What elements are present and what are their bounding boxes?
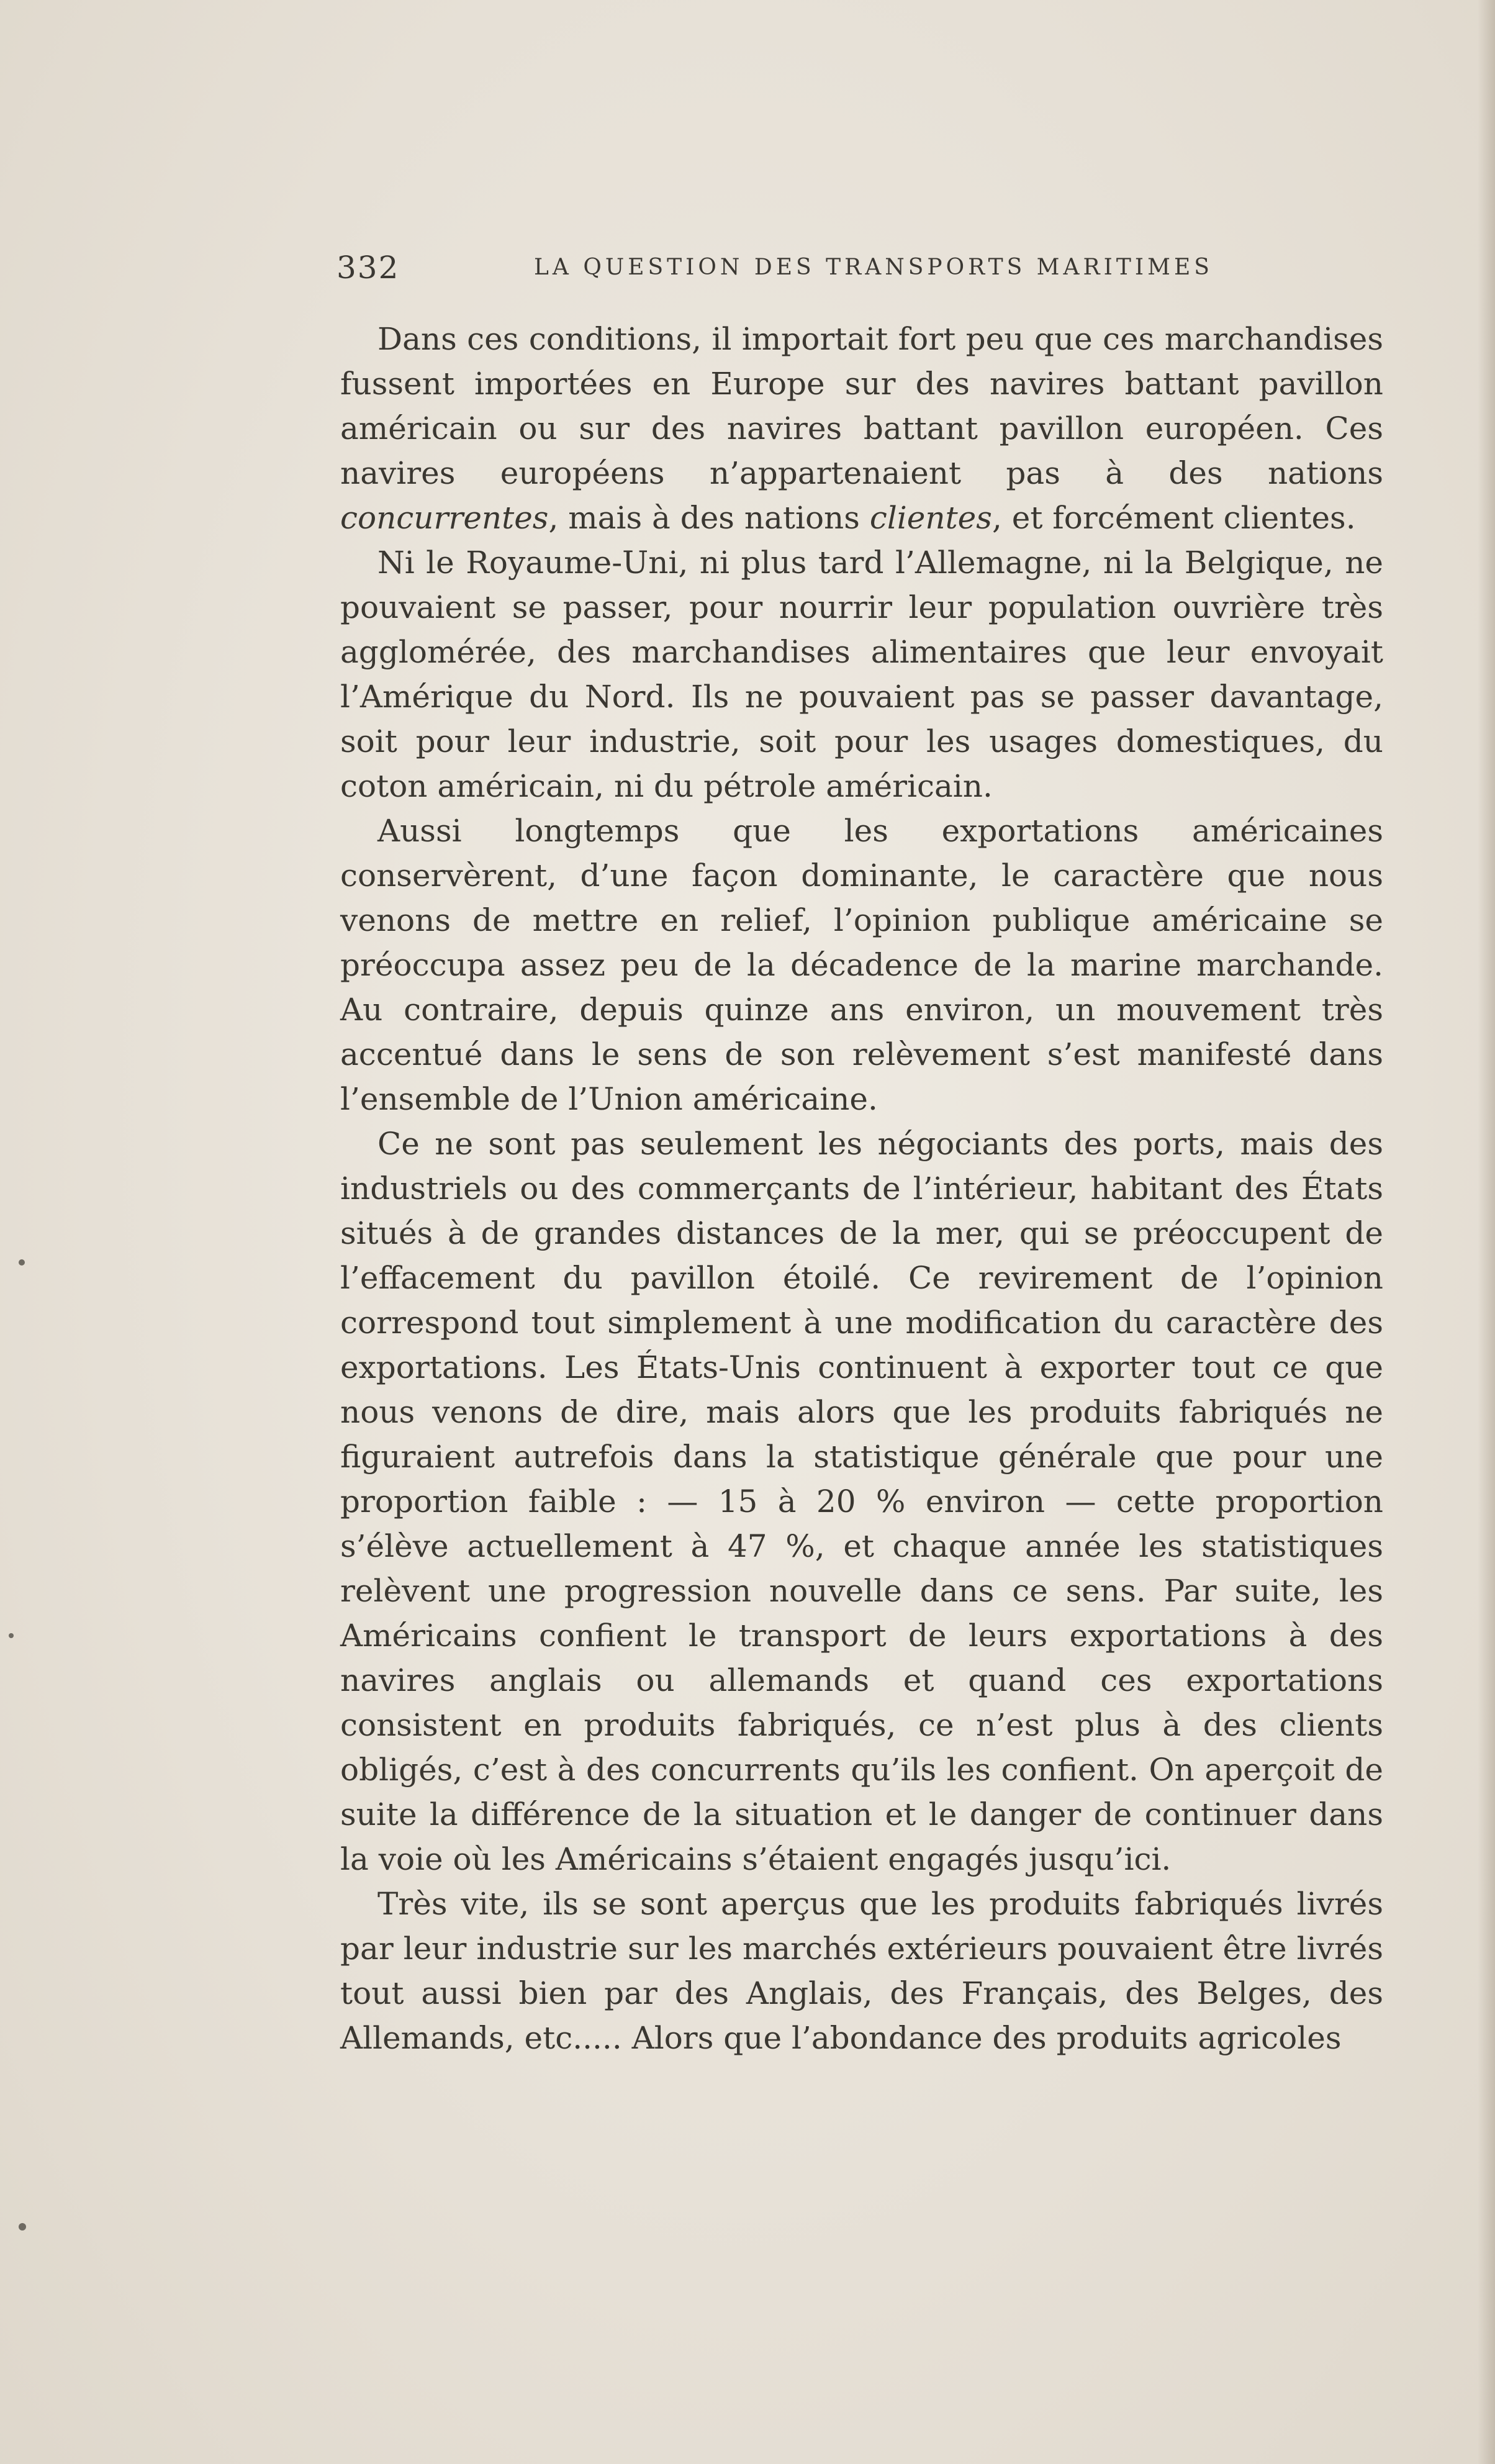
page-edge-shadow bbox=[1478, 0, 1495, 2464]
text-run: , et forcément clientes. bbox=[991, 500, 1356, 536]
body-text bbox=[340, 317, 1383, 2060]
text-run: Ce ne sont pas seulement les négociants des ports, mais des industriels ou des commerçants de l’intérieur, habitant des États situés à de grandes distances de la mer, qui se préoccupent de l’effacement du pavillon étoilé. Ce revirement de l’opinion correspond tout simplement à une modification du caractère des exportations. Les États-Unis continuent à exporter tout ce que nous venons de dire, mais alors que les produits fabriqués ne figuraient autrefois dans la statistique générale que pour une proportion faible : — 15 à 20 % environ — cette proportion s’élève actuellement à 47 %, et chaque année les statistiques relèvent une progression nouvelle dans ce sens. Par suite, les Américains confient le transport de leurs exportations à des navires anglais ou allemands et quand ces exportations consistent en produits fabriqués, ce n’est plus à des clients obligés, c’est à des concurrents qu’ils les confient. On aperçoit de suite la différence de la situation et le danger de continuer dans la voie où les Américains s’étaient engagés jusqu’ici. bbox=[340, 1126, 1383, 1877]
text-run: Ni le Royaume-Uni, ni plus tard l’Allemagne, ni la Belgique, ne pouvaient se passer, pour nourrir leur population ouvrière très agglomérée, des marchandises alimentaires que leur envoyait l’Amérique du Nord. Ils ne pouvaient pas se passer davantage, soit pour leur industrie, soit pour les usages domestiques, du coton américain, ni du pétrole américain. bbox=[340, 545, 1383, 804]
italic-text: concurrentes bbox=[340, 500, 549, 536]
paragraph bbox=[340, 808, 1383, 1121]
paragraph bbox=[340, 1882, 1383, 2060]
running-header bbox=[336, 250, 1367, 293]
paper-speck bbox=[19, 2223, 26, 2231]
running-title: LA QUESTION DES TRANSPORTS MARITIMES bbox=[534, 255, 1213, 280]
text-run: Très vite, ils se sont aperçus que les produits fabriqués livrés par leur industrie sur les marchés extérieurs pouvaient être livrés tout aussi bien par des Anglais, des Français, des Belges, des Allemands, etc..... Alors que l’abondance des produits agricoles bbox=[340, 1886, 1383, 2056]
paragraph bbox=[340, 1121, 1383, 1882]
paper-speck bbox=[9, 1633, 14, 1638]
text-run: Aussi longtemps que les exportations américaines conservèrent, d’une façon dominante, le caractère que nous venons de mettre en relief, l’opinion publique américaine se préoccupa assez peu de la décadence de la marine marchande. Au contraire, depuis quinze ans environ, un mouvement très accentué dans le sens de son relèvement s’est manifesté dans l’ensemble de l’Union américaine. bbox=[340, 813, 1383, 1117]
text-run: Dans ces conditions, il importait fort peu que ces marchandises fussent importées en Europe sur des navires battant pavillon américain ou sur des navires battant pavillon européen. Ces navires européens n’appartenaient pas à des nations bbox=[340, 321, 1383, 491]
paragraph bbox=[340, 317, 1383, 540]
text-run: , mais à des nations bbox=[548, 500, 870, 536]
italic-text: clientes bbox=[869, 500, 992, 536]
page-number: 332 bbox=[336, 250, 400, 286]
paper-speck bbox=[19, 1259, 25, 1266]
paragraph bbox=[340, 540, 1383, 808]
